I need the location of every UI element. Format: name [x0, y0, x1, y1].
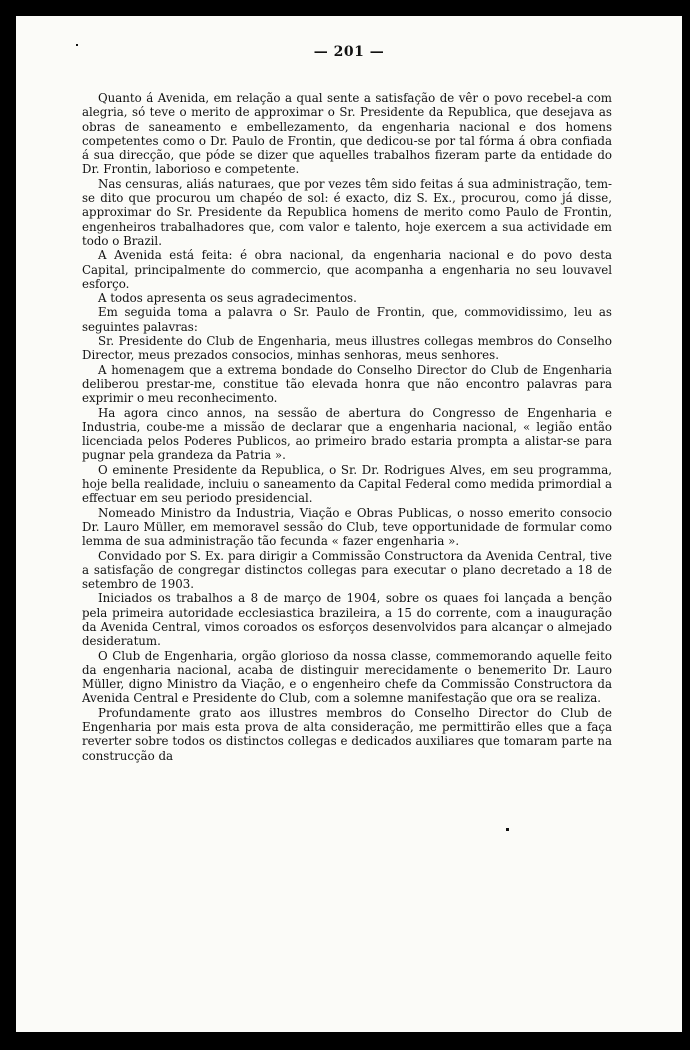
- paragraph: Quanto á Avenida, em relação a qual sente a satisfação de vêr o povo recebel-a com alegria, só teve o merito de approximar o Sr. Presidente da Republica, que desejava as obras de saneamento e embellezamento, da engenharia nacional e dos homens competentes como o Dr. Paulo de Frontin, que dedicou-se por tal fórma á obra confiada á sua direcção, que póde se dizer que aquelles trabalhos fizeram parte da entidade do Dr. Frontin, laborioso e competente.: [82, 91, 612, 177]
- ink-speck: [506, 828, 509, 831]
- paragraph: O Club de Engenharia, orgão glorioso da nossa classe, commemorando aquelle feito da engenharia nacional, acaba de distinguir merecidamente o benemerito Dr. Lauro Müller, digno Ministro da Viação, e o engenheiro chefe da Commissão Constructora da Avenida Central e Presidente do Club, com a solemne manifestação que ora se realiza.: [82, 648, 612, 706]
- paragraph: Sr. Presidente do Club de Engenharia, meus illustres collegas membros do Conselho Director, meus prezados consocios, minhas senhoras, meus senhores.: [82, 334, 612, 363]
- paragraph: Iniciados os trabalhos a 8 de março de 1904, sobre os quaes foi lançada a benção pela primeira autoridade ecclesiastica brazileira, a 15 do corrente, com a inauguração da Avenida Central, vimos coroados os esforços desenvolvidos para alcançar o almejado desideratum.: [82, 591, 612, 649]
- paragraph: A todos apresenta os seus agradecimentos.: [98, 291, 357, 306]
- paragraph: A Avenida está feita: é obra nacional, da engenharia nacional e do povo desta Capital, principalmente do commercio, que acompanha a engenharia no seu louvavel esforço.: [82, 248, 612, 291]
- paragraph: Nas censuras, aliás naturaes, que por vezes têm sido feitas á sua administração, tem-se dito que procurou um chapéo de sol: é exacto, diz S. Ex., procurou, como já disse, approximar do Sr. Presidente da Republica homens de merito como Paulo de Frontin, engenheiros trabalhadores que, com valor e talento, hoje exercem a sua actividade em todo o Brazil.: [82, 176, 612, 248]
- page-number: — 201 —: [313, 44, 385, 60]
- paragraph: Nomeado Ministro da Industria, Viação e Obras Publicas, o nosso emerito consocio Dr. Lauro Müller, em memoravel sessão do Club, teve opportunidade de formular como lemma de sua administração tão fecunda « fazer engenharia ».: [82, 505, 612, 549]
- paragraph: Ha agora cinco annos, na sessão de abertura do Congresso de Engenharia e Industria, coube-me a missão de declarar que a engenharia nacional, « legião então licenciada pelos Poderes Publicos, ao primeiro brado estaria prompta a alistar-se para pugnar pela grandeza da Patria ».: [82, 405, 612, 463]
- paragraph: Em seguida toma a palavra o Sr. Paulo de Frontin, que, commovidissimo, leu as seguintes palavras:: [82, 305, 612, 334]
- body-text: [82, 91, 612, 763]
- document-page: [16, 16, 682, 1032]
- paragraph: Profundamente grato aos illustres membros do Conselho Director do Club de Engenharia por mais esta prova de alta consideração, me permittirão elles que a faça reverter sobre todos os distinctos collegas e dedicados auxiliares que tomaram parte na construcção da: [82, 705, 612, 763]
- paragraph: O eminente Presidente da Republica, o Sr. Dr. Rodrigues Alves, em seu programma, hoje bella realidade, incluiu o saneamento da Capital Federal como medida primordial a effectuar em seu periodo presidencial.: [82, 462, 612, 506]
- paragraph: Convidado por S. Ex. para dirigir a Commissão Constructora da Avenida Central, tive a satisfação de congregar distinctos collegas para executar o plano decretado a 18 de setembro de 1903.: [82, 548, 612, 592]
- paragraph: A homenagem que a extrema bondade do Conselho Director do Club de Engenharia deliberou prestar-me, constitue tão elevada honra que não encontro palavras para exprimir o meu reconhecimento.: [82, 362, 612, 406]
- ink-speck: [76, 44, 78, 46]
